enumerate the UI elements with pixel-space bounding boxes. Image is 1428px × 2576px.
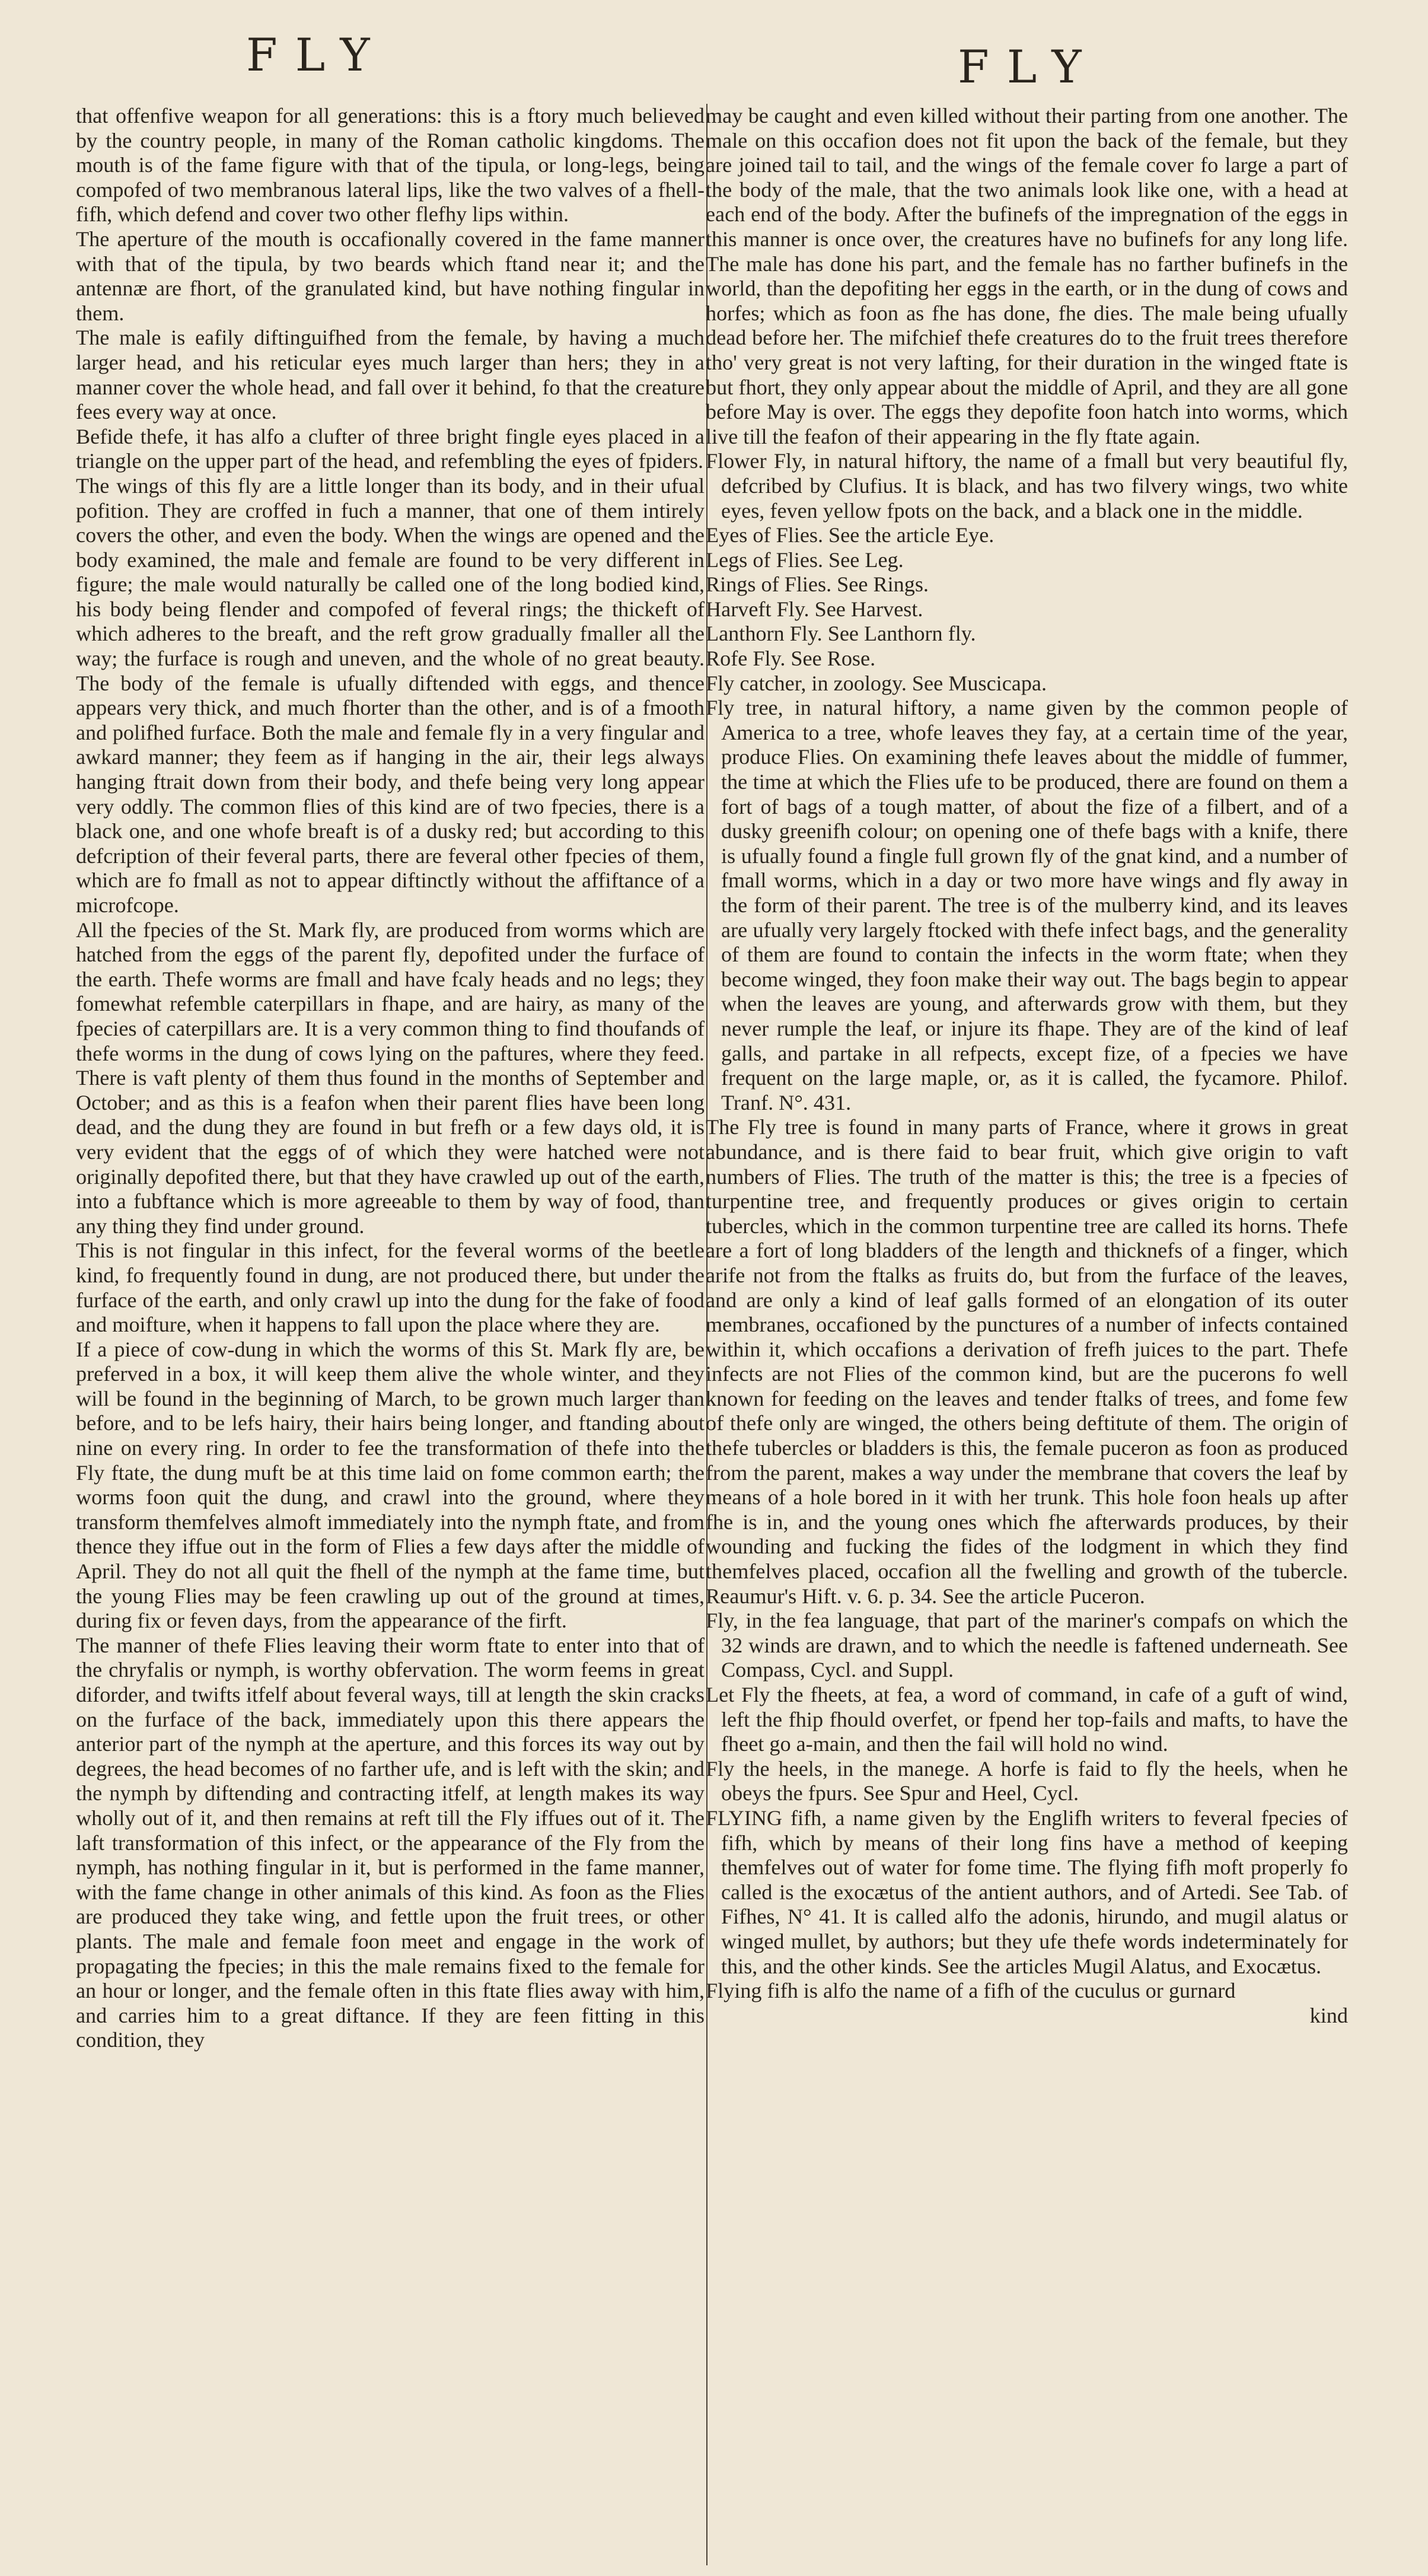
entry-rings-of-flies: Rings of Flies. See Rings.: [706, 572, 929, 597]
entry-rose-fly: Rofe Fly. See Rose.: [706, 647, 876, 671]
entry-lanthorn-fly: Lanthorn Fly. See Lanthorn fly.: [706, 622, 976, 646]
entry-harvest-fly: Harveft Fly. See Harvest.: [706, 597, 923, 621]
paragraph: If a piece of cow-dung in which the worms of this St. Mark fly are, be preferved in a box, it will keep them alive the whole winter, and they will be found in the beginning of March, to be grown much larger than before, and to be lefs hairy, their hairs being longer, and ftanding about nine on every ring. In order to fee the transformation of thefe into the Fly ftate, the dung muft be at this time laid on fome common earth; the worms foon quit the dung, and crawl into the ground, where they transform themfelves almoft immediately into the nymph ftate, and from thence they iffue out in the form of Flies a few days after the middle of April. They do not all quit the fhell of the nymph at the fame time, but the young Flies may be feen crawling up out of the ground at times, during fix or feven days, from the appearance of the firft.: [76, 1337, 705, 1633]
paragraph: may be caught and even killed without their parting from one another. The male on this occafion does not fit upon the back of the female, but they are joined tail to tail, and the wings of the female cover fo large a part of the body of the male, that the two animals look like one, with a head at each end of the body. After the bufinefs of the impregnation of the eggs in this manner is once over, the creatures have no bufinefs for any long life. The male has done his part, and the female has no farther bufinefs in the world, than the depofiting her eggs in the earth, or in the dung of cows and horfes; which as foon as fhe has done, fhe dies. The male being ufually dead before her. The mifchief thefe creatures do to the fruit trees therefore tho' very great is not very lafting, for their duration in the winged ftate is but fhort, they only appear about the middle of April, and they are all gone before May is over. The eggs they depofite foon hatch into worms, which live till the feafon of their appearing in the fly ftate again.: [706, 104, 1348, 448]
entry-legs-of-flies: Legs of Flies. See Leg.: [706, 547, 904, 572]
left-column: [76, 104, 705, 2053]
paragraph: The aperture of the mouth is occafionally covered in the fame manner with that of the tipula, by two beards which ftand near it; and the antennæ are fhort, of the granulated kind, but have nothing fingular in them.: [76, 227, 705, 325]
paragraph: The manner of thefe Flies leaving their worm ftate to enter into that of the chryfalis or nymph, is worthy obfervation. The worm feems in great diforder, and twifts itfelf about feveral ways, till at length the skin cracks on the furface of the back, immediately upon this there appears the anterior part of the nymph at the aperture, and this forces its way out by degrees, the head becomes of no farther ufe, and is left with the skin; and the nymph by diftending and contracting itfelf, at length makes its way wholly out of it, and then remains at reft till the Fly iffues out of it. The laft transformation of this infect, or the appearance of the Fly from the nymph, has nothing fingular in it, but is performed in the fame manner, with the fame change in other animals of this kind. As foon as the Flies are produced they take wing, and fettle upon the fruit trees, or other plants. The male and female foon meet and engage in the work of propagating the fpecies; in this the male remains fixed to the female for an hour or longer, and the female often in this ftate flies away with him, and carries him to a great diftance. If they are feen fitting in this condition, they: [76, 1633, 705, 2052]
entry-fly-sea: Fly, in the fea language, that part of the mariner's compafs on which the 32 winds are drawn, and to which the needle is faftened underneath. See Compass, Cycl. and Suppl.: [706, 1609, 1348, 1682]
entry-fly-catcher: Fly catcher, in zoology. See Muscicapa.: [706, 671, 1047, 695]
paragraph: This is not fingular in this infect, for the feveral worms of the beetle kind, fo frequently found in dung, are not produced there, but under the furface of the earth, and only crawl up into the dung for the fake of food and moifture, when it happens to fall upon the place where they are.: [76, 1238, 705, 1337]
entry-fly-heels: Fly the heels, in the manege. A horfe is faid to fly the heels, when he obeys the fpurs. See Spur and Heel, Cycl.: [706, 1756, 1348, 1806]
catchword: kind: [1309, 2003, 1348, 2027]
entry-eyes-of-flies: Eyes of Flies. See the article Eye.: [706, 523, 995, 547]
entry-flying-fish-gurnard: Flying fifh is alfo the name of a fifh of the cuculus or gurnard: [706, 1979, 1236, 2003]
paragraph: Befide thefe, it has alfo a clufter of three bright fingle eyes placed in a triangle on the upper part of the head, and refembling the eyes of fpiders.: [76, 424, 705, 473]
right-column: [706, 104, 1348, 2028]
entry-let-fly-sheets: Let Fly the fheets, at fea, a word of command, in cafe of a guft of wind, left the fhip fhould overfet, or fpend her top-fails and mafts, to have the fheet go a-main, and then the fail will hold no wind.: [706, 1683, 1348, 1756]
paragraph: that offenfive weapon for all generations: this is a ftory much believed by the country people, in many of the Roman catholic kingdoms. The mouth is of the fame figure with that of the tipula, or long-legs, being compofed of two membranous lateral lips, like the two valves of a fhell-fifh, which defend and cover two other flefhy lips within.: [76, 104, 705, 227]
entry-flower-fly: Flower Fly, in natural hiftory, the name of a fmall but very beautiful fly, defcribed by Clufius. It is black, and has two filvery wings, two white eyes, feven yellow fpots on the back, and a black one in the middle.: [706, 449, 1348, 523]
paragraph: The wings of this fly are a little longer than its body, and in their ufual pofition. They are croffed in fuch a manner, that one of them intirely covers the other, and even the body. When the wings are opened and the body examined, the male and female are found to be very different in figure; the male would naturally be called one of the long bodied kind, his body being flender and compofed of feveral rings; the thickeft of which adheres to the breaft, and the reft grow gradually fmaller all the way; the furface is rough and uneven, and the whole of no great beauty. The body of the female is ufually diftended with eggs, and thence appears very thick, and much fhorter than the other, and is of a fmooth and polifhed furface. Both the male and female fly in a very fingular and awkard manner; they feem as if hanging in the air, their legs always hanging ftrait down from their body, and thefe being very long appear very oddly. The common flies of this kind are of two fpecies, there is a black one, and one whofe breaft is of a dusky red; but according to this defcription of their feveral parts, there are feveral other fpecies of them, which are fo fmall as not to appear diftinctly without the affiftance of a microfcope.: [76, 473, 705, 917]
paragraph: The male is eafily diftinguifhed from the female, by having a much larger head, and his reticular eyes much larger than hers; they in a manner cover the whole head, and fall over it behind, fo that the creature fees every way at once.: [76, 326, 705, 424]
paragraph: All the fpecies of the St. Mark fly, are produced from worms which are hatched from the eggs of the parent fly, depofited under the furface of the earth. Thefe worms are fmall and have fcaly heads and no legs; they fomewhat refemble caterpillars in fhape, and are hairy, as many of the fpecies of caterpillars are. It is a very common thing to find thoufands of thefe worms in the dung of cows lying on the paftures, where they feed. There is vaft plenty of them thus found in the months of September and October; and as this is a feafon when their parent flies have been long dead, and the dung they are found in but frefh or a few days old, it is very evident that the eggs of of which they were hatched were not originally depofited there, but that they have crawled up out of the earth, into a fubftance which is more agreeable to them by way of food, than any thing they find under ground.: [76, 918, 705, 1238]
entry-fly-tree: Fly tree, in natural hiftory, a name given by the common people of America to a tree, whofe leaves they fay, at a certain time of the year, produce Flies. On examining thefe leaves about the middle of fummer, the time at which the Flies ufe to be produced, there are found on them a fort of bags of a tough matter, of about the fize of a filbert, and of a dusky greenifh colour; on opening one of thefe bags with a knife, there is ufually found a fingle full grown fly of the gnat kind, and a number of fmall worms, which in a day or two more have wings and fly away in the form of their parent. The tree is of the mulberry kind, and its leaves are ufually very largely ftocked with thefe infect bags, and the generality of them are found to contain the infects in the worm ftate; when they become winged, they foon make their way out. The bags begin to appear when the leaves are young, and afterwards grow with them, but they never rumple the leaf, or injure its fhape. They are of the kind of leaf galls, and partake in all refpects, except fize, of a fpecies we have frequent on the large maple, or, as it is called, the fycamore. Philof. Tranf. N°. 431.: [706, 696, 1348, 1115]
entry-flying-fish: FLYING fifh, a name given by the Englifh writers to feveral fpecies of fifh, which by means of their long fins have a method of keeping themfelves out of water for fome time. The flying fifh moft properly fo called is the exocætus of the antient authors, and of Artedi. See Tab. of Fifhes, N° 41. It is called alfo the adonis, hirundo, and mugil alatus or winged mullet, by authors; but they ufe thefe words indeterminately for this, and the other kinds. See the articles Mugil Alatus, and Exocætus.: [706, 1806, 1348, 1978]
paragraph: The Fly tree is found in many parts of France, where it grows in great abundance, and is there faid to bear fruit, which give origin to vaft numbers of Flies. The truth of the matter is this; the tree is a fpecies of turpentine tree, and frequently produces or gives origin to certain tubercles, which in the common turpentine tree are called its horns. Thefe are a fort of long bladders of the length and thicknefs of a finger, which arife not from the ftalks as fruits do, but from the furface of the leaves, and are only a kind of leaf galls formed of an elongation of its outer membranes, occafioned by the punctures of a number of infects contained within it, which occafions a derivation of frefh juices to the part. Thefe infects are not Flies of the common kind, but are the pucerons fo well known for feeding on the leaves and tender ftalks of trees, and fome few of thefe only are winged, the others being deftitute of them. The origin of thefe tubercles or bladders is this, the female puceron as foon as produced from the parent, makes a way under the membrane that covers the leaf by means of a hole bored in it with her trunk. This hole foon heals up after fhe is in, and the young ones which fhe afterwards produces, by their wounding and fucking the fides of the lodgment in which they find themfelves placed, occafion all the fwelling and growth of the tubercle. Reaumur's Hift. v. 6. p. 34. See the article Puceron.: [706, 1115, 1348, 1608]
running-head-right: FLY: [958, 40, 1099, 93]
running-head-left: FLY: [246, 28, 388, 81]
